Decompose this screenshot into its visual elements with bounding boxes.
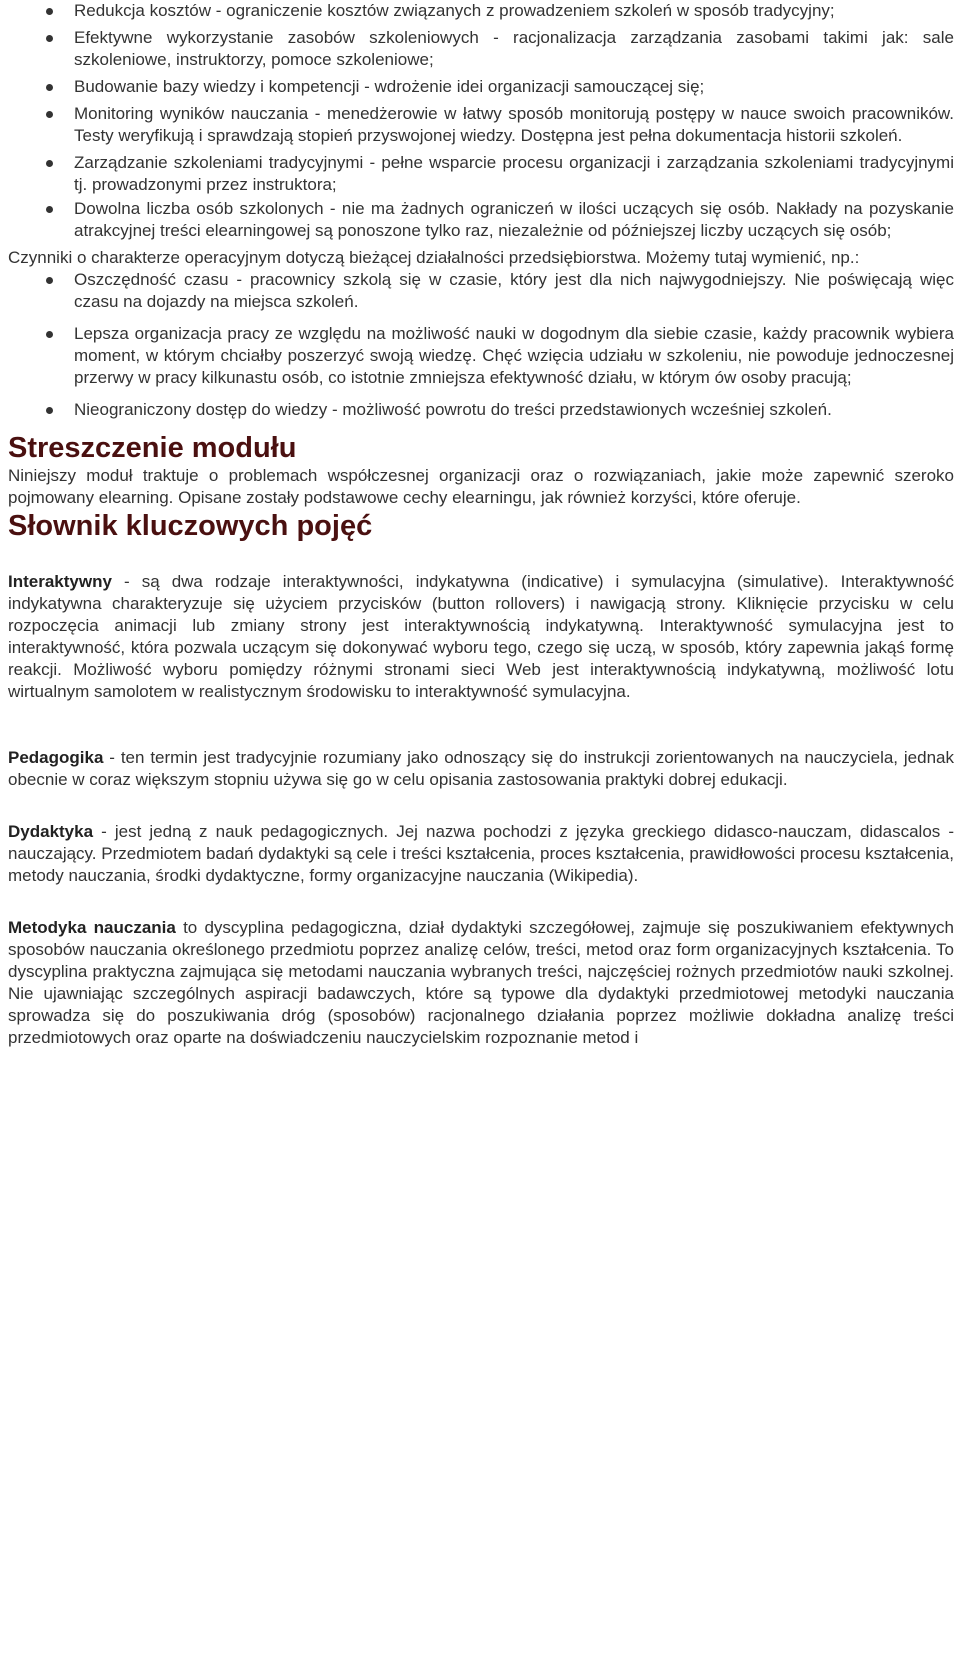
term-definition: - są dwa rodzaje interaktywności, indykatywna (indicative) i symulacyjna (simulative). Interaktywność indykatywna charakteryzuje się użyciem przycisków (button rollovers) i nawigacją strony. Kliknięcie przycisku w celu rozpoczęcia animacji lub zmiany strony jest interaktywnością indykatywną. Interaktywność symulacyjna jest to interaktywność, która pozwala uczącym się dokonywać wyboru tego, czego się uczą, w sposób, który zapewnia jakąś formę reakcji. Możliwość wyboru pomiędzy różnymi stronami sieci Web jest interaktywnością indykatywną, możliwość lotu wirtualnym samolotem w realistycznym środowisku to interaktywność symulacyjna. xyxy=(8,572,954,701)
operational-intro: Czynniki o charakterze operacyjnym dotyczą bieżącej działalności przedsiębiorstwa. Możemy tutaj wymienić, np.: xyxy=(8,248,860,267)
list-item xyxy=(8,27,954,71)
list-item xyxy=(8,399,954,421)
summary-heading: Streszczenie modułu xyxy=(8,432,297,464)
list-item xyxy=(8,103,954,147)
list-item-text: Redukcja kosztów - ograniczenie kosztów związanych z prowadzeniem szkoleń w sposób tradycyjny; xyxy=(74,1,835,20)
bullet-icon xyxy=(46,331,53,338)
operational-list xyxy=(8,269,954,421)
bullet-icon xyxy=(46,111,53,118)
list-item-text: Efektywne wykorzystanie zasobów szkoleniowych - racjonalizacja zarządzania zasobami takimi jak: sale szkoleniowe, instruktorzy, pomoce szkoleniowe; xyxy=(74,28,954,69)
bullet-icon xyxy=(46,35,53,42)
list-item xyxy=(8,0,954,22)
list-item xyxy=(8,323,954,389)
summary-text: Niniejszy moduł traktuje o problemach współczesnej organizacji oraz o rozwiązaniach, jakie może zapewnić szeroko pojmowany elearning. Opisane zostały podstawowe cechy elearningu, jak również korzyści, które oferuje. xyxy=(8,466,954,507)
term-name: Metodyka nauczania xyxy=(8,918,176,937)
glossary-term xyxy=(8,821,954,887)
term-definition: - jest jedną z nauk pedagogicznych. Jej nazwa pochodzi z języka greckiego didasco-nauczam, didascalos -nauczający. Przedmiotem badań dydaktyki są cele i treści kształcenia, proces kształcenia, prawidłowości procesu kształcenia, metody nauczania, środki dydaktyczne, formy organizacyjne nauczania (Wikipedia). xyxy=(8,822,954,885)
term-name: Interaktywny xyxy=(8,572,112,591)
list-item-text: Zarządzanie szkoleniami tradycyjnymi - pełne wsparcie procesu organizacji i zarządzania szkoleniami tradycyjnymi tj. prowadzonymi przez instruktora; xyxy=(74,153,954,194)
term-name: Dydaktyka xyxy=(8,822,94,841)
bullet-icon xyxy=(46,84,53,91)
list-item xyxy=(8,76,954,98)
term-name: Pedagogika xyxy=(8,748,104,767)
list-item xyxy=(8,198,954,242)
list-item xyxy=(8,152,954,196)
glossary-term xyxy=(8,571,954,703)
bullet-icon xyxy=(46,407,53,414)
bullet-icon xyxy=(46,160,53,167)
benefits-list xyxy=(8,0,954,242)
glossary-heading: Słownik kluczowych pojęć xyxy=(8,510,373,542)
list-item xyxy=(8,269,954,313)
bullet-icon xyxy=(46,8,53,15)
list-item-text: Nieograniczony dostęp do wiedzy - możliwość powrotu do treści przedstawionych wcześniej szkoleń. xyxy=(74,400,832,419)
glossary-term xyxy=(8,917,954,1049)
list-item-text: Monitoring wyników nauczania - menedżerowie w łatwy sposób monitorują postępy w nauce swoich pracowników. Testy weryfikują i sprawdzają stopień przyswojonej wiedzy. Dostępna jest pełna dokumentacja historii szkoleń. xyxy=(74,104,954,145)
list-item-text: Budowanie bazy wiedzy i kompetencji - wdrożenie idei organizacji samouczącej się; xyxy=(74,77,705,96)
term-definition: to dyscyplina pedagogiczna, dział dydaktyki szczegółowej, zajmuje się poszukiwaniem efektywnych sposobów nauczania określonego przedmiotu poprzez analizę celów, treści, metod oraz form organizacyjnych kształcenia. To dyscyplina praktyczna zajmująca się metodami nauczania wybranych treści, najczęściej rożnych przedmiotów nauki szkolnej. Nie ujawniając szczególnych aspiracji badawczych, które są typowe dla dydaktyki przedmiotowej metodyki nauczania sprowadza się do poszukiwania dróg (sposobów) racjonalnego działania poprzez możliwie dokładna analizę treści przedmiotowych oraz oparte na doświadczeniu nauczycielskim rozpoznanie metod i xyxy=(8,918,954,1047)
list-item-text: Oszczędność czasu - pracownicy szkolą się w czasie, który jest dla nich najwygodniejszy. Nie poświęcają więc czasu na dojazdy na miejsca szkoleń. xyxy=(74,270,954,311)
bullet-icon xyxy=(46,277,53,284)
term-definition: - ten termin jest tradycyjnie rozumiany jako odnoszący się do instrukcji zorientowanych na nauczyciela, jednak obecnie w coraz większym stopniu używa się go w celu opisania zastosowania praktyki dobrej edukacji. xyxy=(8,748,954,789)
list-item-text: Dowolna liczba osób szkolonych - nie ma żadnych ograniczeń w ilości uczących się osób. Nakłady na pozyskanie atrakcyjnej treści elearningowej są ponoszone tylko raz, niezależnie od późniejszej liczby uczących się osób; xyxy=(74,199,954,240)
bullet-icon xyxy=(46,206,53,213)
glossary-term xyxy=(8,747,954,791)
list-item-text: Lepsza organizacja pracy ze względu na możliwość nauki w dogodnym dla siebie czasie, każdy pracownik wybiera moment, w którym chciałby poszerzyć swoją wiedzę. Chęć wzięcia udziału w szkoleniu, nie powoduje jednoczesnej przerwy w pracy kilkunastu osób, co istotnie zmniejsza efektywność działu, w którym ów osoby pracują; xyxy=(74,324,954,387)
